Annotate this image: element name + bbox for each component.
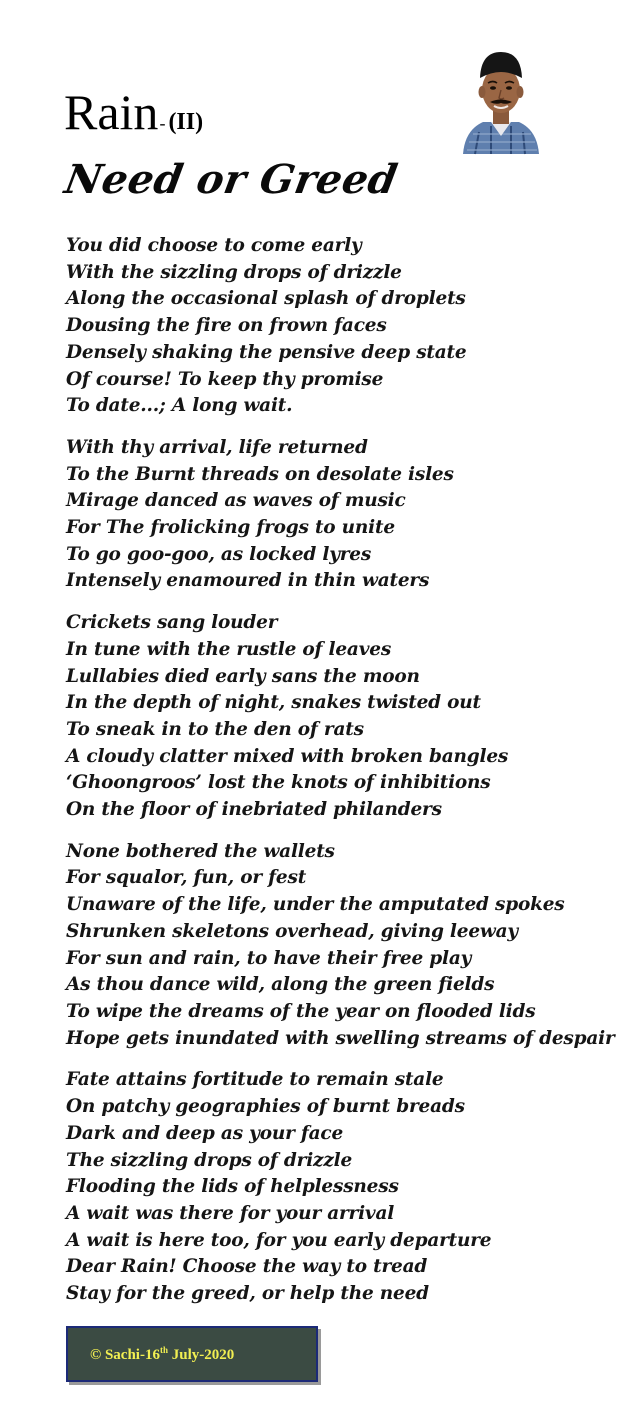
stanza [66, 610, 638, 824]
poem-line: On patchy geographies of burnt breads [66, 1096, 465, 1118]
poem-line: With thy arrival, life returned [66, 436, 368, 458]
poem-line: To sneak in to the den of rats [66, 718, 364, 740]
poem-line: As thou dance wild, along the green fields [66, 974, 495, 996]
poem-line: To the Burnt threads on desolate isles [66, 463, 454, 485]
poem-body [66, 233, 638, 1323]
poem-line: Dark and deep as your face [66, 1122, 344, 1144]
poem-line: For squalor, fun, or fest [66, 867, 307, 889]
poem-subtitle: Need or Greed [61, 156, 402, 203]
poem-line: In tune with the rustle of leaves [66, 638, 392, 660]
poem-line: Lullabies died early sans the moon [66, 665, 420, 687]
poem-line: A cloudy clatter mixed with broken bangles [66, 745, 509, 767]
poem-line: Shrunken skeletons overhead, giving leeway [66, 920, 518, 942]
poem-line: To wipe the dreams of the year on flooded lids [66, 1000, 536, 1022]
stanza [66, 839, 638, 1053]
title-separator: - [159, 113, 166, 133]
poem-line: Along the occasional splash of droplets [66, 288, 466, 310]
title-number: (II) [168, 109, 204, 135]
poem-line: Of course! To keep thy promise [66, 368, 384, 390]
poem-title [64, 84, 203, 140]
poem-line: Intensely enamoured in thin waters [66, 570, 430, 592]
poem-line: Hope gets inundated with swelling streams of despair [66, 1027, 615, 1049]
poem-line: For sun and rain, to have their free play [66, 947, 472, 969]
poem-line: To go goo-goo, as locked lyres [66, 543, 372, 565]
poem-line: Crickets sang louder [66, 612, 278, 634]
copyright-suffix: July-2020 [167, 1346, 235, 1363]
copyright-box [66, 1326, 318, 1382]
copyright-superscript: th [159, 1344, 168, 1355]
poem-line: To date...; A long wait. [66, 395, 293, 417]
poem-line: None bothered the wallets [66, 840, 335, 862]
title-main: Rain [64, 84, 159, 140]
poem-line: Stay for the greed, or help the need [66, 1283, 429, 1305]
poem-line: Fate attains fortitude to remain stale [66, 1069, 444, 1091]
poem-line: A wait is here too, for you early departure [66, 1229, 492, 1251]
poem-line: The sizzling drops of drizzle [66, 1149, 353, 1171]
poem-line: On the floor of inebriated philanders [66, 799, 442, 821]
poem-line: Densely shaking the pensive deep state [66, 341, 467, 363]
poem-line: In the depth of night, snakes twisted out [66, 692, 481, 714]
poem-line: Flooding the lids of helplessness [66, 1176, 399, 1198]
poem-line: Mirage danced as waves of music [66, 490, 406, 512]
copyright-prefix: © Sachi-16 [90, 1346, 160, 1363]
author-portrait-icon [461, 42, 541, 158]
poem-line: For The frolicking frogs to unite [66, 517, 395, 539]
poem-line: Dousing the fire on frown faces [66, 315, 387, 337]
copyright-text [90, 1345, 234, 1364]
poem-line: You did choose to come early [66, 235, 362, 256]
stanza [66, 435, 638, 595]
poem-line: A wait was there for your arrival [66, 1202, 395, 1224]
poem-line: Unaware of the life, under the amputated spokes [66, 894, 565, 916]
stanza [66, 1067, 638, 1307]
stanza [66, 233, 638, 420]
poem-line: Dear Rain! Choose the way to tread [66, 1256, 428, 1278]
poem-line: ‘Ghoongroos’ lost the knots of inhibitions [66, 772, 491, 794]
poem-line: With the sizzling drops of drizzle [66, 261, 402, 283]
